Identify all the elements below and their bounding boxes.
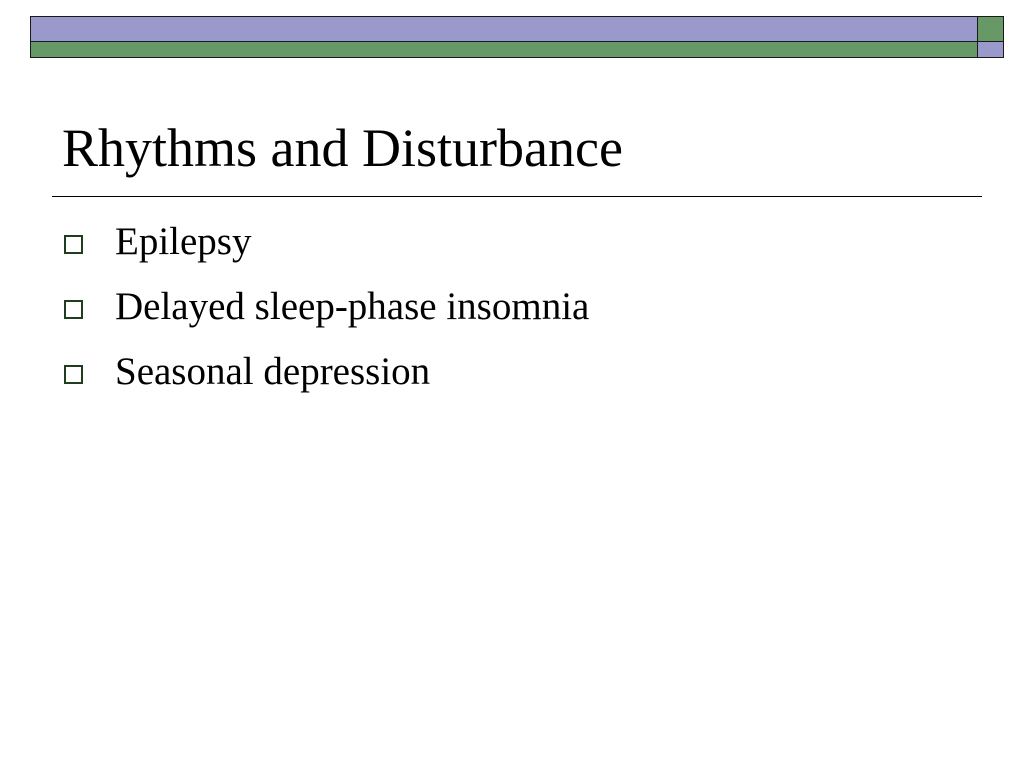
bullet-text: Delayed sleep-phase insomnia (115, 285, 590, 328)
banner-green-band (30, 41, 978, 58)
hollow-square-icon (64, 235, 83, 254)
banner-lavender-square (977, 41, 1004, 58)
header-banner (30, 16, 1004, 58)
banner-lavender-band (30, 16, 978, 42)
bullet-text: Seasonal depression (115, 350, 431, 393)
hollow-square-icon (64, 300, 83, 319)
bullet-text: Epilepsy (115, 220, 252, 263)
title-divider (52, 196, 982, 197)
hollow-square-icon (64, 365, 83, 384)
banner-green-square (977, 16, 1004, 42)
slide-title: Rhythms and Disturbance (62, 118, 623, 178)
